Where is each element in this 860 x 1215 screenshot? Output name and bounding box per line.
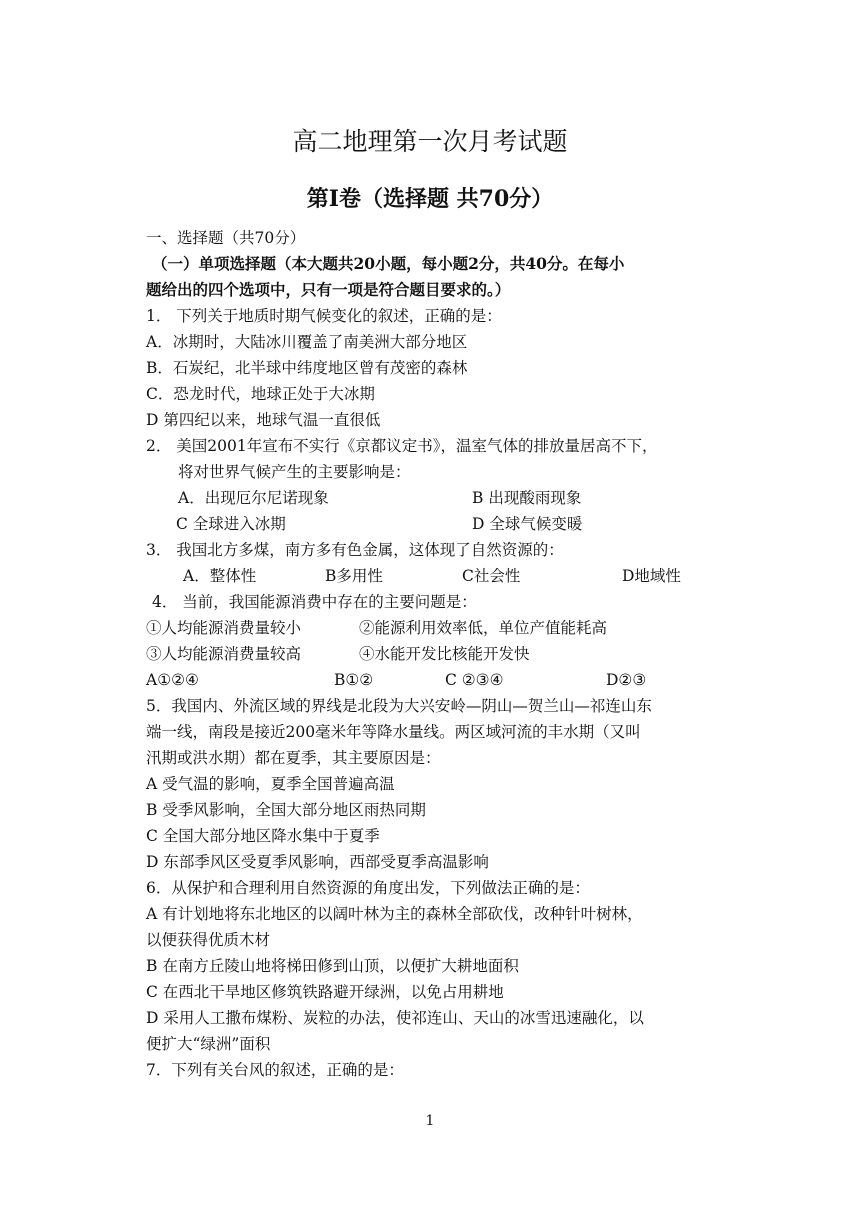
- q4-option-d: D②③: [606, 671, 647, 689]
- q1-option-b: B．石炭纪，北半球中纬度地区曾有茂密的森林: [146, 359, 468, 377]
- q3-option-b: B多用性: [325, 567, 383, 585]
- q2-option-c: C 全球进入冰期: [176, 515, 286, 533]
- q6-option-b: B 在南方丘陵山地将梯田修到山顶，以便扩大耕地面积: [146, 957, 519, 975]
- instruction-line-1: （一）单项选择题（本大题共20小题，每小题2分，共40分。在每小: [152, 254, 625, 273]
- q3-option-a: A．整体性: [183, 567, 257, 585]
- q6-stem: 6．从保护和合理利用自然资源的角度出发，下列做法正确的是：: [146, 879, 590, 897]
- q4-statement-1: ①人均能源消费量较小: [146, 619, 302, 637]
- q6-option-c: C 在西北干旱地区修筑铁路避开绿洲，以免占用耕地: [146, 983, 504, 1001]
- q1-stem: 1． 下列关于地质时期气候变化的叙述，正确的是：: [146, 307, 502, 325]
- q6-option-d-line-1: D 采用人工撒布煤粉、炭粒的办法，使祁连山、天山的冰雪迅速融化，以: [146, 1009, 644, 1027]
- q7-stem: 7．下列有关台风的叙述，正确的是：: [146, 1061, 404, 1079]
- q3-stem: 3． 我国北方多煤，南方多有色金属，这体现了自然资源的：: [146, 541, 564, 559]
- q1-option-c: C．恐龙时代，地球正处于大冰期: [146, 385, 375, 403]
- q6-option-a-line-2: 以便获得优质木材: [146, 931, 271, 949]
- q5-stem-line-2: 端一线，南段是接近200毫米年等降水量线。两区域河流的丰水期（又叫: [146, 723, 641, 741]
- q4-option-c: C ②③④: [445, 671, 504, 689]
- q5-stem-line-3: 汛期或洪水期）都在夏季，其主要原因是：: [146, 749, 441, 767]
- q2-stem-line-2: 将对世界气候产生的主要影响是：: [178, 463, 411, 481]
- q5-option-b: B 受季风影响，全国大部分地区雨热同期: [146, 801, 426, 819]
- section-heading: 一、选择题（共70分）: [146, 229, 306, 247]
- q4-option-a: A①②④: [146, 671, 199, 689]
- q2-option-b: B 出现酸雨现象: [472, 489, 582, 507]
- q4-stem: 4． 当前，我国能源消费中存在的主要问题是：: [152, 593, 477, 611]
- q5-option-d: D 东部季风区受夏季风影响，西部受夏季高温影响: [146, 853, 489, 871]
- q3-option-c: C社会性: [462, 567, 521, 585]
- q3-option-d: D地域性: [622, 567, 681, 585]
- page-subtitle: 第Ⅰ卷（选择题 共70分）: [306, 186, 554, 212]
- q4-option-b: B①②: [334, 671, 374, 689]
- q6-option-d-line-2: 便扩大“绿洲”面积: [146, 1035, 271, 1053]
- q5-option-a: A 受气温的影响，夏季全国普遍高温: [146, 775, 395, 793]
- q1-option-d: D 第四纪以来，地球气温一直很低: [146, 411, 381, 429]
- q4-statement-4: ④水能开发比核能开发快: [359, 645, 530, 663]
- q2-option-a: A．出现厄尔尼诺现象: [178, 489, 329, 507]
- q5-option-c: C 全国大部分地区降水集中于夏季: [146, 827, 380, 845]
- page-title: 高二地理第一次月考试题: [292, 127, 568, 156]
- q4-statement-2: ②能源利用效率低，单位产值能耗高: [359, 619, 608, 637]
- q6-option-a-line-1: A 有计划地将东北地区的以阔叶林为主的森林全部砍伐，改种针叶树林，: [146, 905, 643, 923]
- instruction-line-2: 题给出的四个选项中，只有一项是符合题目要求的。）: [146, 280, 511, 299]
- q5-stem-line-1: 5．我国内、外流区域的界线是北段为大兴安岭—阴山—贺兰山—祁连山东: [146, 697, 652, 715]
- page-number: 1: [425, 1113, 435, 1129]
- q4-statement-3: ③人均能源消费量较高: [146, 645, 302, 663]
- q2-option-d: D 全球气候变暖: [472, 515, 583, 533]
- q1-option-a: A．冰期时，大陆冰川覆盖了南美洲大部分地区: [146, 333, 468, 351]
- q2-stem-line-1: 2． 美国2001年宣布不实行《京都议定书》，温室气体的排放量居高不下，: [146, 437, 658, 455]
